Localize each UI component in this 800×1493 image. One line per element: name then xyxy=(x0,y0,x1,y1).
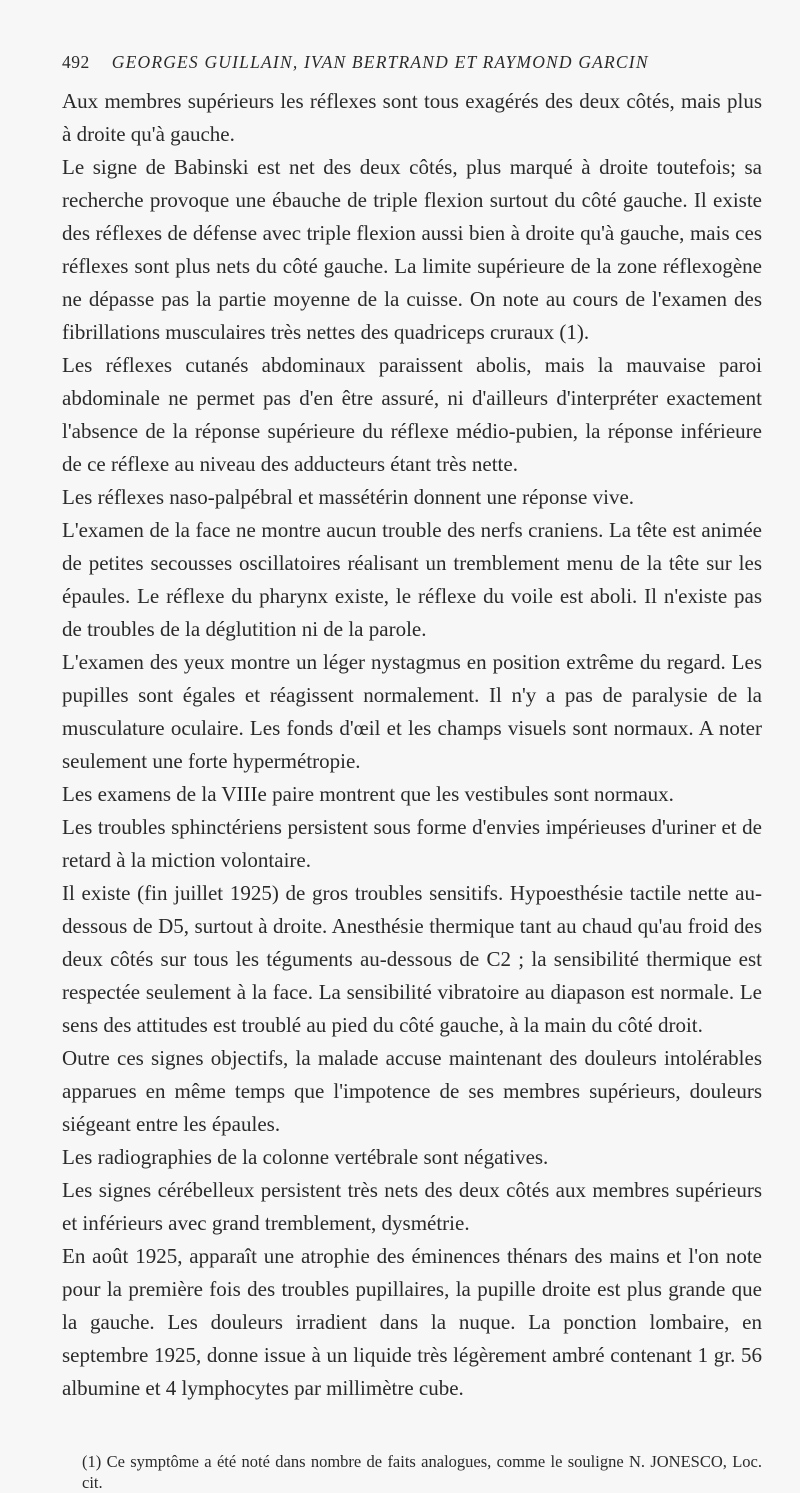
paragraph: Le signe de Babinski est net des deux côtés, plus marqué à droite toutefois; sa recherche provoque une ébauche de triple flexion surtout du côté gauche. Il existe des réflexes de défense avec triple flexion aussi bien à droite qu'à gauche, mais ces réflexes sont plus nets du côté gauche. La limite supérieure de la zone réflexogène ne dépasse pas la partie moyenne de la cuisse. On note au cours de l'examen des fibrillations musculaires très nettes des quadriceps cruraux (1). xyxy=(62,155,762,344)
paragraph: Les réflexes naso-palpébral et massétérin donnent une réponse vive. xyxy=(62,485,635,509)
paragraph: L'examen des yeux montre un léger nystagmus en position extrême du regard. Les pupilles sont égales et réagissent normalement. Il n'y a pas de paralysie de la musculature oculaire. Les fonds d'œil et les champs visuels sont normaux. A noter seulement une forte hypermétropie. xyxy=(62,650,762,773)
body-text xyxy=(62,85,762,1405)
running-header xyxy=(62,52,762,73)
paragraph: Les réflexes cutanés abdominaux paraissent abolis, mais la mauvaise paroi abdominale ne permet pas d'en être assuré, ni d'ailleurs d'interpréter exactement l'absence de la réponse supérieure du réflexe médio-pubien, la réponse inférieure de ce réflexe au niveau des adducteurs étant très nette. xyxy=(62,353,762,476)
paragraph: Les troubles sphinctériens persistent sous forme d'envies impérieuses d'uriner et de retard à la miction volontaire. xyxy=(62,815,762,872)
page-number: 492 xyxy=(62,52,90,72)
footnotes xyxy=(62,1451,762,1493)
paragraph: L'examen de la face ne montre aucun trouble des nerfs craniens. La tête est animée de petites secousses oscillatoires réalisant un tremblement menu de la tête sur les épaules. Le réflexe du pharynx existe, le réflexe du voile est aboli. Il n'existe pas de troubles de la déglutition ni de la parole. xyxy=(62,518,762,641)
paragraph: Les signes cérébelleux persistent très nets des deux côtés aux membres supérieurs et inférieurs avec grand tremblement, dysmétrie. xyxy=(62,1178,762,1235)
paragraph: Aux membres supérieurs les réflexes sont tous exagérés des deux côtés, mais plus à droite qu'à gauche. xyxy=(62,89,762,146)
footnote: (1) Ce symptôme a été noté dans nombre de faits analogues, comme le souligne N. JONESCO, Loc. cit. xyxy=(82,1452,762,1492)
paragraph: Les radiographies de la colonne vertébrale sont négatives. xyxy=(62,1145,549,1169)
paragraph: Il existe (fin juillet 1925) de gros troubles sensitifs. Hypoesthésie tactile nette au-dessous de D5, surtout à droite. Anesthésie thermique tant au chaud qu'au froid des deux côtés sur tous les téguments au-dessous de C2 ; la sensibilité thermique est respectée seulement à la face. La sensibilité vibratoire au diapason est normale. Le sens des attitudes est troublé au pied du côté gauche, à la main du côté droit. xyxy=(62,881,762,1037)
paragraph: Outre ces signes objectifs, la malade accuse maintenant des douleurs intolérables apparues en même temps que l'impotence de ses membres supérieurs, douleurs siégeant entre les épaules. xyxy=(62,1046,762,1136)
running-title: GEORGES GUILLAIN, IVAN BERTRAND ET RAYMOND GARCIN xyxy=(111,52,649,72)
paragraph: Les examens de la VIIIe paire montrent que les vestibules sont normaux. xyxy=(62,782,674,806)
paragraph: En août 1925, apparaît une atrophie des éminences thénars des mains et l'on note pour la première fois des troubles pupillaires, la pupille droite est plus grande que la gauche. Les douleurs irradient dans la nuque. La ponction lombaire, en septembre 1925, donne issue à un liquide très légèrement ambré contenant 1 gr. 56 albumine et 4 lymphocytes par millimètre cube. xyxy=(62,1244,762,1400)
